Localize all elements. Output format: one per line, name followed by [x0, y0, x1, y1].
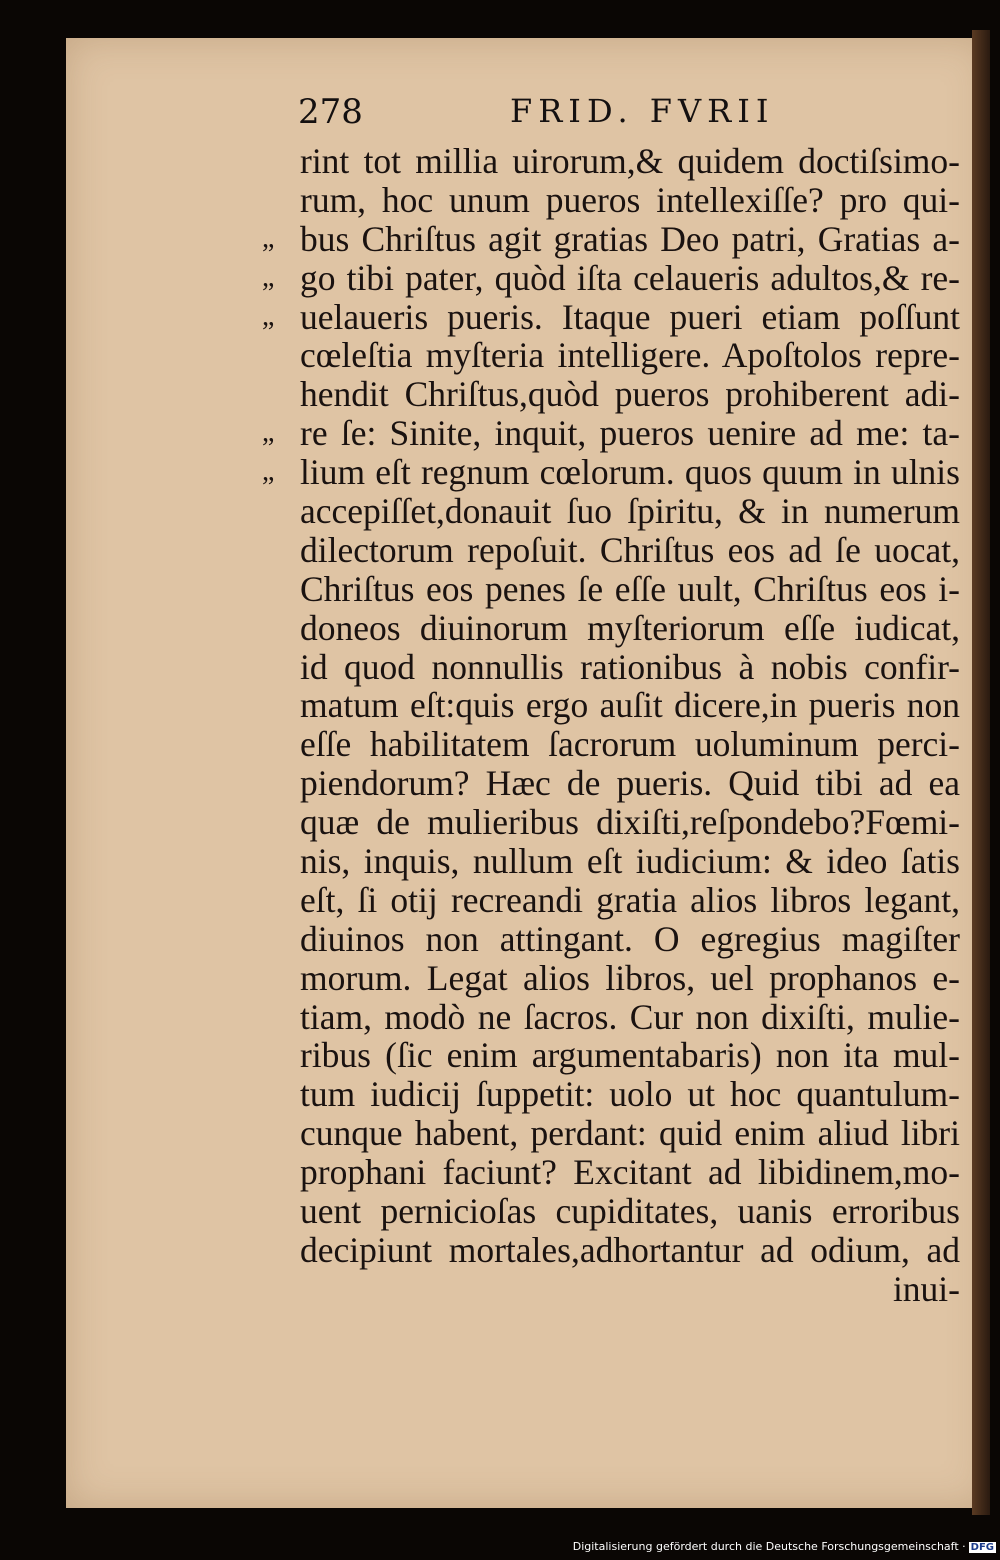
- margin-quote-mark: [262, 1192, 292, 1231]
- dfg-logo: DFG: [970, 1542, 994, 1553]
- text-line: go tibi pater, quòd iſta celaueris adultos,& re-: [300, 257, 960, 298]
- text-line: hendit Chriſtus,quòd pueros prohiberent adi-: [300, 374, 960, 415]
- text-line: piendorum? Hæc de pueris. Quid tibi ad ea: [300, 763, 960, 804]
- margin-quote-mark: [262, 1075, 292, 1114]
- margin-quote-mark: [262, 1114, 292, 1153]
- margin-quote-mark: [262, 609, 292, 648]
- text-line: eſt, ſi otij recreandi gratia alios libros legant,: [300, 879, 960, 920]
- margin-quote-mark: [262, 1153, 292, 1192]
- margin-quote-mark: [262, 881, 292, 920]
- text-line: morum. Legat alios libros, uel prophanos e-: [300, 957, 960, 998]
- text-line: dilectorum repoſuit. Chriſtus eos ad ſe uocat,: [300, 529, 960, 570]
- text-line: rum, hoc unum pueros intellexiſſe? pro qui-: [300, 179, 960, 220]
- text-line: uelaueris pueris. Itaque pueri etiam poſſunt: [300, 296, 960, 337]
- text-line: id quod nonnullis rationibus à nobis confir-: [300, 646, 960, 687]
- margin-quote-mark: „: [262, 222, 275, 254]
- margin-quote-mark: [262, 375, 292, 414]
- quotation-marks-column: [262, 142, 292, 1309]
- margin-quote-mark: „: [262, 261, 275, 293]
- margin-quote-mark: „: [262, 456, 275, 488]
- text-line: decipiunt mortales,adhortantur ad odium, ad: [300, 1229, 960, 1270]
- text-line: prophani faciunt? Excitant ad libidinem,mo-: [300, 1152, 960, 1193]
- text-line: Chriſtus eos penes ſe eſſe uult, Chriſtus eos i-: [300, 568, 960, 609]
- margin-quote-mark: [262, 181, 292, 220]
- text-line: rint tot millia uirorum,& quidem doctiſsimo-: [300, 141, 960, 181]
- text-line: ribus (ſic enim argumentabaris) non ita mul-: [300, 1035, 960, 1076]
- page-edge: [972, 30, 990, 1515]
- text-line: inui-: [892, 1268, 960, 1309]
- body-text: [300, 142, 960, 1309]
- margin-quote-mark: [262, 959, 292, 998]
- text-line: re ſe: Sinite, inquit, pueros uenire ad me: ta-: [300, 413, 960, 454]
- margin-quote-mark: [262, 142, 292, 181]
- margin-quote-mark: [262, 998, 292, 1037]
- margin-quote-mark: [262, 764, 292, 803]
- text-line: cunque habent, perdant: quid enim aliud libri: [300, 1113, 960, 1154]
- margin-quote-mark: [262, 1036, 292, 1075]
- margin-quote-mark: [262, 842, 292, 881]
- margin-quote-mark: [262, 570, 292, 609]
- running-title: FRID. FVRII: [510, 92, 775, 130]
- text-line: quæ de mulieribus dixiſti,reſpondebo?Fœmi-: [300, 802, 960, 843]
- text-line: matum eſt:quis ergo auſit dicere,in pueris non: [300, 685, 960, 726]
- text-line: tum iudicij ſuppetit: uolo ut hoc quantulum-: [300, 1074, 960, 1115]
- page-header: [298, 92, 798, 132]
- margin-quote-mark: [262, 686, 292, 725]
- margin-quote-mark: [262, 492, 292, 531]
- text-line: doneos diuinorum myſteriorum eſſe iudicat,: [300, 607, 960, 648]
- margin-quote-mark: [262, 1231, 292, 1270]
- margin-quote-mark: „: [262, 300, 275, 332]
- text-line: cœleſtia myſteria intelligere. Apoſtolos repre-: [300, 335, 960, 376]
- margin-quote-mark: [262, 725, 292, 764]
- text-line: tiam, modò ne ſacros. Cur non dixiſti, mulie-: [300, 996, 960, 1037]
- text-line: uent pernicioſas cupiditates, uanis erroribus: [300, 1191, 960, 1232]
- margin-quote-mark: [262, 803, 292, 842]
- page-number: 278: [298, 92, 363, 132]
- text-line: bus Chriſtus agit gratias Deo patri, Gratias a-: [300, 218, 960, 259]
- margin-quote-mark: [262, 336, 292, 375]
- margin-quote-mark: [262, 531, 292, 570]
- text-line: diuinos non attingant. O egregius magiſter: [300, 918, 960, 959]
- text-line: lium eſt regnum cœlorum. quos quum in ulnis: [300, 452, 960, 493]
- margin-quote-mark: [262, 920, 292, 959]
- margin-quote-mark: [262, 1270, 292, 1309]
- margin-quote-mark: „: [262, 417, 275, 449]
- text-line: accepiſſet,donauit ſuo ſpiritu, & in numerum: [300, 491, 960, 532]
- digitization-credit: [0, 1540, 996, 1553]
- margin-quote-mark: [262, 648, 292, 687]
- text-line: nis, inquis, nullum eſt iudicium: & ideo ſatis: [300, 841, 960, 882]
- credit-text: Digitalisierung gefördert durch die Deutsche Forschungsgemeinschaft ·: [572, 1540, 966, 1553]
- text-line: eſſe habilitatem ſacrorum uoluminum perci-: [300, 724, 960, 765]
